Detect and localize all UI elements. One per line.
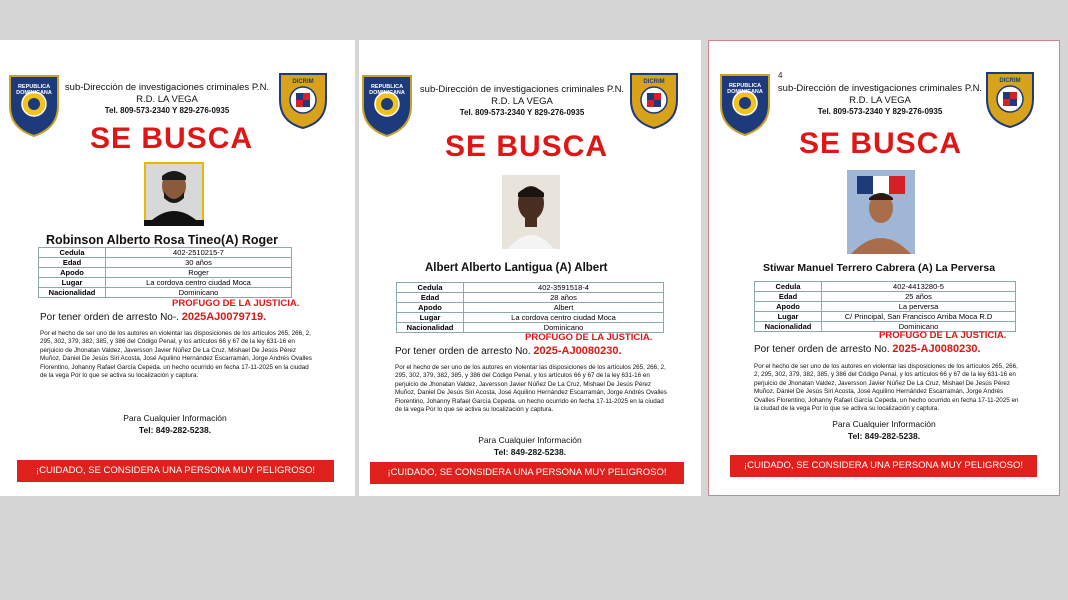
table-row — [755, 302, 1016, 312]
svg-text:DOMINICANA: DOMINICANA — [16, 90, 52, 96]
field-label: Nacionalidad — [39, 288, 106, 298]
suspect-info-table — [38, 247, 292, 298]
arrest-order — [395, 345, 622, 357]
field-value: La cordova centro ciudad Moca — [106, 278, 292, 288]
field-value: Dominicano — [464, 323, 664, 333]
field-value: 28 años — [464, 293, 664, 303]
table-row — [397, 283, 664, 293]
suspect-name: Robinson Alberto Rosa Tineo(A) Roger — [46, 233, 278, 247]
policia-nacional-shield-icon — [359, 70, 415, 138]
danger-warning-banner: ¡CUIDADO, SE CONSIDERA UNA PERSONA MUY PELIGROSO! — [370, 462, 684, 484]
svg-text:REPUBLICA: REPUBLICA — [17, 84, 51, 90]
org-name: sub-Dirección de investigaciones criminales P.N. — [64, 82, 270, 93]
field-value: 25 años — [822, 292, 1016, 302]
field-value: Dominicano — [822, 322, 1016, 332]
wanted-poster-3 — [708, 40, 1060, 496]
table-row — [39, 258, 292, 268]
field-label: Edad — [397, 293, 464, 303]
header-phone: Tel. 809-573-2340 Y 829-276-0935 — [459, 107, 585, 117]
field-label: Apodo — [755, 302, 822, 312]
svg-text:DICRIM: DICRIM — [292, 79, 314, 85]
field-label: Cedula — [397, 283, 464, 293]
field-value: La perversa — [822, 302, 1016, 312]
contact-phone: Tel: 849-282-5238. — [847, 431, 921, 441]
case-description: Por el hecho de ser uno de los autores en violentar las disposiciones de los artículos 265, 266, 2, 295, 302, 379, 382, 385, y 386 del Código Penal, y los artículos 66 y 67 de la ley 631-16 en perjuicio de Jhonatan Valdez, Javersson Javier Núñez De La Cruz, Mishael De Jesús Pérez Muñoz, Daniel De Jesús Siri Acosta, José Aquilino Hernández Escarramán, Jorge Andrés Ovalles Florentino, Johanny Rafael García Cepeda. un hecho ocurrido en fecha 17-11-2025 en la ciudad de la vega Por lo que se activa su localización y captura. — [754, 363, 1019, 413]
table-row — [39, 248, 292, 258]
field-value: Albert — [464, 303, 664, 313]
policia-nacional-shield-icon — [717, 69, 773, 137]
wanted-poster-1 — [0, 40, 355, 496]
wanted-poster-2 — [359, 40, 701, 496]
contact-phone: Tel: 849-282-5238. — [493, 447, 567, 457]
contact-info — [455, 434, 605, 458]
arrest-order-number: 2025-AJ0080230. — [892, 343, 981, 355]
suspect-info-table — [396, 282, 664, 333]
table-row — [39, 288, 292, 298]
table-row — [397, 293, 664, 303]
arrest-order — [40, 311, 266, 323]
dicrim-emblem-icon — [627, 70, 681, 130]
suspect-info-table — [754, 281, 1016, 332]
table-row — [39, 278, 292, 288]
org-name: sub-Dirección de investigaciones criminales P.N. — [419, 84, 625, 95]
status-text: PROFUGO DE LA JUSTICIA. — [525, 332, 653, 343]
poster-header — [62, 82, 272, 116]
field-value: La cordova centro ciudad Moca — [464, 313, 664, 323]
table-row — [755, 292, 1016, 302]
poster-header — [417, 84, 627, 118]
field-label: Nacionalidad — [397, 323, 464, 333]
table-row — [755, 282, 1016, 292]
field-label: Cedula — [39, 248, 106, 258]
region: R.D. LA VEGA — [491, 95, 553, 107]
table-row — [39, 268, 292, 278]
status-text: PROFUGO DE LA JUSTICIA. — [172, 298, 300, 309]
case-description: Por el hecho de ser uno de los autores en violentar las disposiciones de los artículos 265, 266, 2, 295, 302, 379, 382, 385, y 386 del Código Penal, y los artículos 66 y 67 de la ley 631-16 en perjuicio de Jhonatan Valdez, Javersson Javier Núñez De La Cruz, Mishael De Jesús Pérez Muñoz, Daniel De Jesús Siri Acosta, José Aquilino Hernández Escarramán, Jorge Andrés Ovalles Florentino, Johanny Rafael García Cepeda. un hecho ocurrido en fecha 17-11-2025 en la ciudad de la vega Por lo que se activa su localización y captura. — [40, 330, 312, 380]
headline: SE BUSCA — [90, 122, 254, 155]
suspect-name: Stiwar Manuel Terrero Cabrera (A) La Perversa — [763, 262, 996, 274]
poster-header — [775, 83, 985, 117]
headline: SE BUSCA — [799, 127, 963, 160]
arrest-order — [754, 343, 981, 355]
suspect-name: Albert Alberto Lantigua (A) Albert — [425, 262, 608, 274]
field-value: 30 años — [106, 258, 292, 268]
danger-warning-banner: ¡CUIDADO, SE CONSIDERA UNA PERSONA MUY PELIGROSO! — [730, 455, 1037, 477]
status-text: PROFUGO DE LA JUSTICIA. — [879, 330, 1007, 341]
contact-label: Para Cualquier Información — [478, 435, 582, 445]
svg-text:REPUBLICA: REPUBLICA — [728, 83, 762, 89]
field-label: Cedula — [755, 282, 822, 292]
svg-text:REPUBLICA: REPUBLICA — [370, 84, 404, 90]
field-value: Roger — [106, 268, 292, 278]
suspect-photo — [502, 175, 560, 249]
arrest-order-label: Por tener orden de arresto No. — [754, 344, 890, 355]
contact-label: Para Cualquier Información — [832, 419, 936, 429]
table-row — [397, 323, 664, 333]
field-value: 402-2510215-7 — [106, 248, 292, 258]
field-label: Lugar — [39, 278, 106, 288]
arrest-order-number: 2025AJ0079719. — [181, 311, 267, 323]
case-description: Por el hecho de ser uno de los autores en violentar las disposiciones de los artículos 265, 266, 2, 295, 302, 379, 382, 385, y 386 del Código Penal, y los artículos 66 y 67 de la ley 631-16 en perjuicio de Jhonatan Valdez, Javersson Javier Núñez De La Cruz, Mishael De Jesús Pérez Muñoz, Daniel De Jesús Siri Acosta, José Aquilino Hernández Escarramán, Jorge Andrés Ovalles Florentino, Johanny Rafael García Cepeda. un hecho ocurrido en fecha 17-11-2025 en la ciudad de la vega Por lo que se activa su localización y captura. — [395, 364, 667, 414]
contact-phone: Tel: 849-282-5238. — [138, 425, 212, 435]
arrest-order-label: Por tener orden de arresto No-. — [40, 312, 179, 323]
arrest-order-label: Por tener orden de arresto No. — [395, 346, 531, 357]
table-row — [397, 313, 664, 323]
field-value: Dominicano — [106, 288, 292, 298]
page-number: 4 — [778, 71, 783, 80]
field-value: 402-3591518-4 — [464, 283, 664, 293]
svg-text:DICRIM: DICRIM — [999, 78, 1021, 84]
field-label: Edad — [39, 258, 106, 268]
contact-info — [809, 418, 959, 442]
org-name: sub-Dirección de investigaciones criminales P.N. — [777, 83, 983, 94]
dicrim-emblem-icon — [983, 69, 1037, 129]
table-row — [397, 303, 664, 313]
field-label: Apodo — [39, 268, 106, 278]
field-value: 402-4413280-5 — [822, 282, 1016, 292]
region: R.D. LA VEGA — [136, 93, 198, 105]
headline: SE BUSCA — [445, 130, 609, 163]
field-value: C/ Principal, San Francisco Arriba Moca R.D — [822, 312, 1016, 322]
header-phone: Tel. 809-573-2340 Y 829-276-0935 — [104, 105, 230, 115]
field-label: Edad — [755, 292, 822, 302]
table-row — [755, 312, 1016, 322]
field-label: Nacionalidad — [755, 322, 822, 332]
field-label: Lugar — [755, 312, 822, 322]
policia-nacional-shield-icon — [6, 70, 62, 138]
svg-text:DOMINICANA: DOMINICANA — [727, 89, 763, 95]
contact-info — [100, 412, 250, 436]
danger-warning-banner: ¡CUIDADO, SE CONSIDERA UNA PERSONA MUY PELIGROSO! — [17, 460, 334, 482]
svg-text:DICRIM: DICRIM — [643, 79, 665, 85]
contact-label: Para Cualquier Información — [123, 413, 227, 423]
field-label: Lugar — [397, 313, 464, 323]
header-phone: Tel. 809-573-2340 Y 829-276-0935 — [817, 106, 943, 116]
suspect-photo — [144, 162, 204, 226]
field-label: Apodo — [397, 303, 464, 313]
dicrim-emblem-icon — [276, 70, 330, 130]
suspect-photo — [847, 170, 915, 254]
svg-text:DOMINICANA: DOMINICANA — [369, 90, 405, 96]
region: R.D. LA VEGA — [849, 94, 911, 106]
arrest-order-number: 2025-AJ0080230. — [533, 345, 622, 357]
